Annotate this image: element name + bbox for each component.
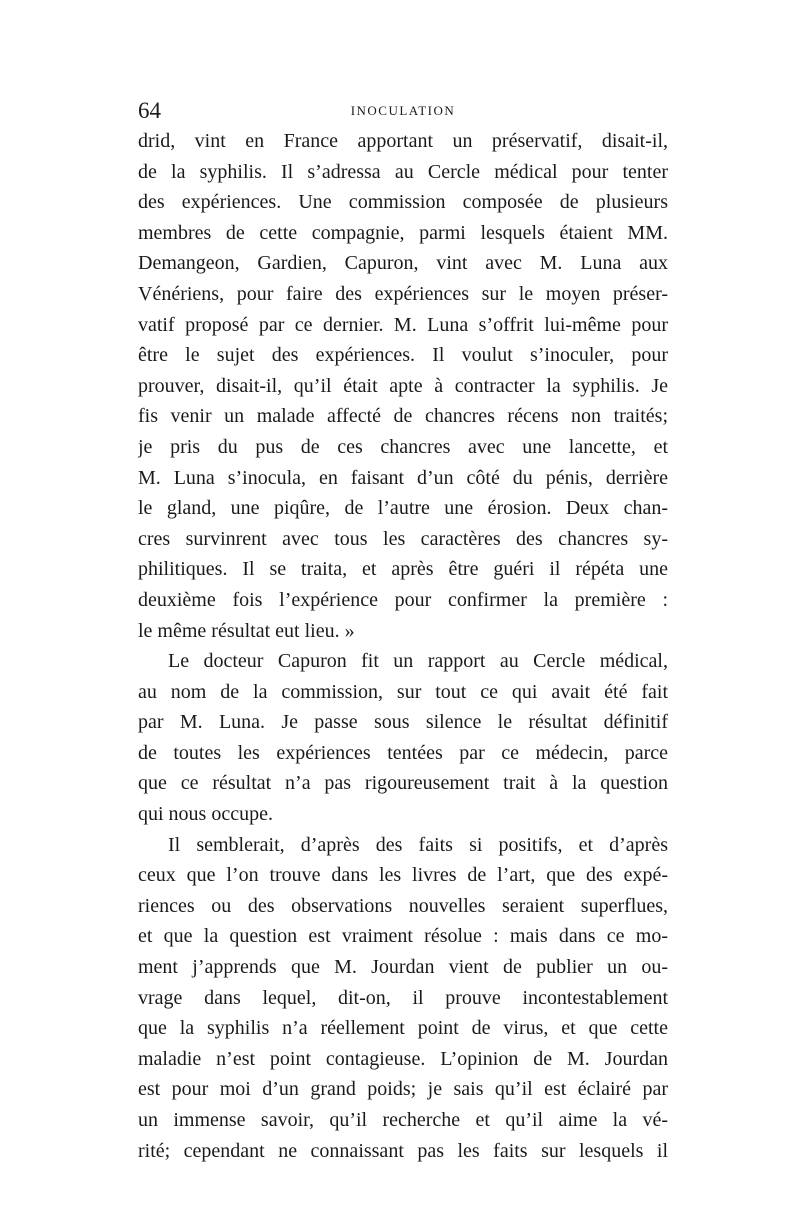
text-line: Le docteur Capuron fit un rapport au Cercle médical, (168, 650, 668, 673)
text-line: qui nous occupe. (138, 803, 273, 826)
text-line: par M. Luna. Je passe sous silence le résultat définitif (138, 711, 668, 734)
body-text (138, 126, 668, 1166)
text-line: maladie n’est point contagieuse. L’opinion de M. Jourdan (138, 1047, 668, 1070)
text-line: le gland, une piqûre, de l’autre une érosion. Deux chan- (138, 497, 668, 520)
text-line: que la syphilis n’a réellement point de virus, et que cette (138, 1017, 668, 1040)
text-line: Vénériens, pour faire des expériences sur le moyen préser- (138, 282, 668, 305)
text-line: ceux que l’on trouve dans les livres de l’art, que des expé- (138, 864, 668, 887)
text-line: riences ou des observations nouvelles seraient superflues, (138, 894, 668, 917)
text-line: au nom de la commission, sur tout ce qui avait été fait (138, 680, 668, 703)
text-line: ment j’apprends que M. Jourdan vient de publier un ou- (138, 956, 668, 979)
text-line: je pris du pus de ces chancres avec une lancette, et (138, 435, 668, 458)
text-line: être le sujet des expériences. Il voulut s’inoculer, pour (138, 344, 668, 367)
running-head: INOCULATION (350, 103, 456, 118)
text-line: des expériences. Une commission composée de plusieurs (138, 191, 668, 214)
text-line: deuxième fois l’expérience pour confirmer la première : (138, 588, 668, 611)
text-line: drid, vint en France apportant un préservatif, disait-il, (138, 130, 668, 152)
page-header (138, 96, 668, 126)
page-number: 64 (138, 98, 161, 123)
text-line: cres survinrent avec tous les caractères des chancres sy- (138, 527, 668, 550)
text-line: vatif proposé par ce dernier. M. Luna s’offrit lui-même pour (138, 313, 668, 336)
text-line: que ce résultat n’a pas rigoureusement trait à la question (138, 772, 668, 795)
text-line: et que la question est vraiment résolue : mais dans ce mo- (138, 925, 668, 948)
text-line: membres de cette compagnie, parmi lesquels étaient MM. (138, 221, 668, 244)
text-line: rité; cependant ne connaissant pas les faits sur lesquels il (138, 1139, 668, 1162)
text-line: fis venir un malade affecté de chancres récens non traités; (138, 405, 668, 428)
text-line: de toutes les expériences tentées par ce médecin, parce (138, 741, 668, 764)
text-line: philitiques. Il se traita, et après être guéri il répéta une (138, 558, 668, 581)
text-line: Il semblerait, d’après des faits si positifs, et d’après (168, 833, 668, 856)
text-line: vrage dans lequel, dit-on, il prouve incontestablement (138, 986, 668, 1009)
text-line: M. Luna s’inocula, en faisant d’un côté du pénis, derrière (138, 466, 668, 489)
text-line: est pour moi d’un grand poids; je sais qu’il est éclairé par (138, 1078, 668, 1101)
text-line: de la syphilis. Il s’adressa au Cercle médical pour tenter (138, 160, 668, 183)
text-line: le même résultat eut lieu. » (138, 619, 355, 642)
text-line: prouver, disait-il, qu’il était apte à contracter la syphilis. Je (138, 374, 668, 397)
text-line: Demangeon, Gardien, Capuron, vint avec M. Luna aux (138, 252, 668, 275)
text-line: un immense savoir, qu’il recherche et qu’il aime la vé- (138, 1109, 668, 1131)
